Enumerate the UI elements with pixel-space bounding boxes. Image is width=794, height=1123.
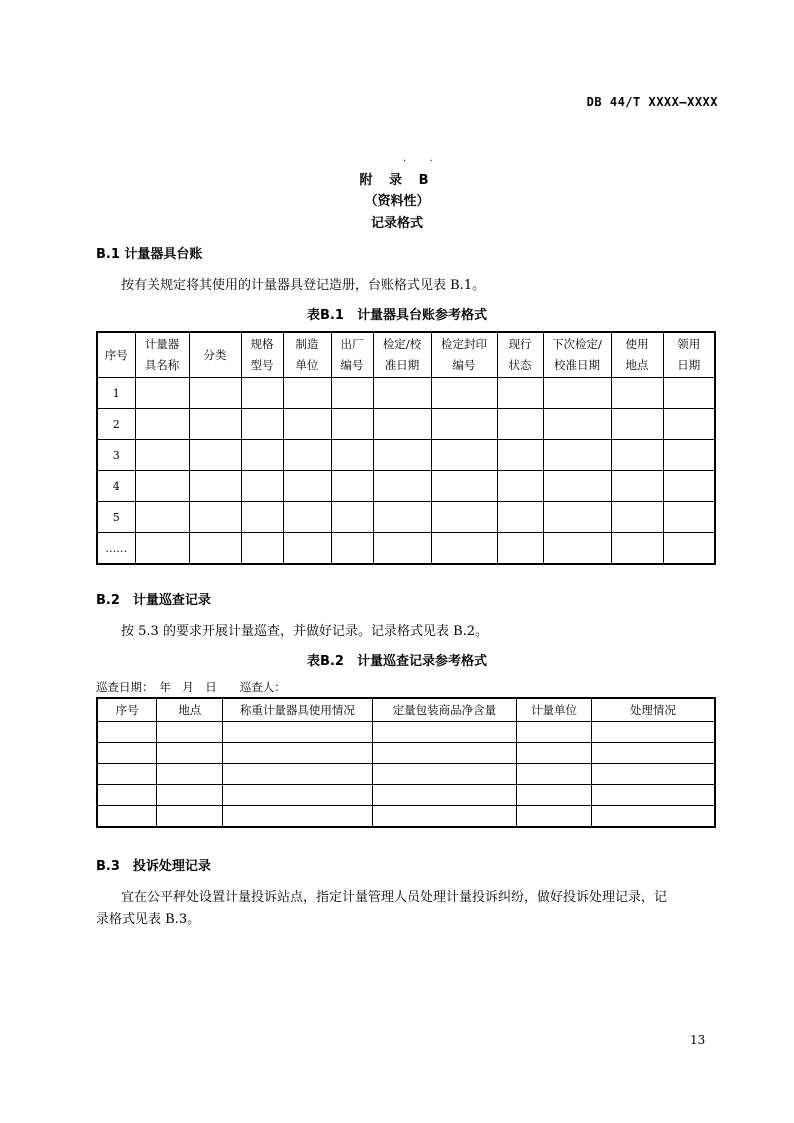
table-cell: [431, 502, 497, 533]
table-b1-header-text: 下次检定/: [552, 337, 602, 351]
row-index-cell: ……: [97, 533, 135, 565]
table-cell: [135, 471, 189, 502]
table-cell: [591, 785, 715, 806]
table-b1-header-cell: [283, 332, 331, 378]
table-b1-header-text: 编号: [340, 358, 364, 372]
table-cell: [97, 764, 157, 785]
table-b2: [96, 697, 716, 828]
table-cell: [241, 409, 283, 440]
table-b1-header-text: 分类: [203, 347, 227, 362]
table-cell: [157, 764, 223, 785]
table-b2-caption: 表B.2 计量巡查记录参考格式: [307, 654, 487, 669]
table-b1-header-text: 地点: [625, 358, 649, 372]
table-cell: [97, 785, 157, 806]
table-row: [97, 533, 715, 565]
table-cell: [591, 806, 715, 828]
table-row: [97, 409, 715, 440]
section-b3-paragraph-line2: 录格式见表 B.3。: [96, 912, 201, 927]
table-cell: [431, 409, 497, 440]
table-cell: [223, 806, 372, 828]
table-cell: [189, 409, 241, 440]
table-cell: [135, 378, 189, 409]
table-cell: [331, 502, 373, 533]
row-index-cell: 4: [97, 471, 135, 502]
table-cell: [241, 533, 283, 565]
table-cell: [97, 806, 157, 828]
table-cell: [135, 502, 189, 533]
table-cell: [372, 722, 517, 743]
table-b2-header-row: [97, 698, 715, 722]
table-row: [97, 785, 715, 806]
row-index-cell: 1: [97, 378, 135, 409]
table-b1-header-cell: [331, 332, 373, 378]
table-row: [97, 806, 715, 828]
table-cell: [517, 722, 592, 743]
table-cell: [223, 722, 372, 743]
table-b1-header-cell: [431, 332, 497, 378]
table-cell: [283, 409, 331, 440]
table-b1-header-text: 准日期: [384, 358, 420, 372]
table-b1-header-text: 序号: [104, 347, 128, 362]
table-b1-header-cell: [497, 332, 543, 378]
table-cell: [157, 785, 223, 806]
table-cell: [373, 533, 431, 565]
table-b2-header-cell: 序号: [97, 698, 157, 722]
table-cell: [517, 743, 592, 764]
table-b1-header-text: 日期: [677, 358, 701, 372]
table-row: [97, 440, 715, 471]
page-number: 13: [690, 1033, 706, 1047]
decorative-dots: . .: [403, 153, 443, 164]
table-b2-header-cell: 处理情况: [591, 698, 715, 722]
table-cell: [283, 378, 331, 409]
table-b2-header-cell: 计量单位: [517, 698, 592, 722]
table-cell: [373, 409, 431, 440]
table-cell: [431, 378, 497, 409]
table-cell: [663, 409, 715, 440]
table-b1-header-text: 具名称: [144, 358, 180, 372]
appendix-nature: （资料性）: [364, 194, 430, 209]
table-cell: [223, 785, 372, 806]
table-cell: [611, 502, 663, 533]
table-cell: [497, 440, 543, 471]
table-cell: [591, 743, 715, 764]
table-b1-header-text: 制造: [295, 337, 319, 351]
table-b1-header-cell: [135, 332, 189, 378]
table-cell: [223, 764, 372, 785]
table-b2-header-cell: 称重计量器具使用情况: [223, 698, 372, 722]
table-cell: [241, 440, 283, 471]
table-cell: [135, 440, 189, 471]
table-b1-header-cell: [373, 332, 431, 378]
table-b1-header-cell: [241, 332, 283, 378]
table-cell: [157, 722, 223, 743]
table-b1-header-cell: [189, 332, 241, 378]
table-b1-header-text: 型号: [250, 358, 274, 372]
table-b1-header-text: 校准日期: [554, 358, 600, 372]
table-cell: [543, 502, 611, 533]
table-cell: [543, 378, 611, 409]
table-cell: [611, 440, 663, 471]
table-cell: [431, 471, 497, 502]
table-cell: [517, 785, 592, 806]
table-cell: [543, 440, 611, 471]
table-cell: [591, 722, 715, 743]
row-index-cell: 5: [97, 502, 135, 533]
table-cell: [372, 785, 517, 806]
table-cell: [543, 533, 611, 565]
table-b1-header-text: 领用: [677, 337, 701, 351]
table-cell: [189, 440, 241, 471]
table-cell: [372, 806, 517, 828]
table-cell: [372, 764, 517, 785]
table-cell: [663, 378, 715, 409]
table-cell: [189, 502, 241, 533]
table-cell: [241, 502, 283, 533]
table-cell: [663, 533, 715, 565]
table-cell: [517, 764, 592, 785]
table-cell: [157, 743, 223, 764]
table-cell: [497, 533, 543, 565]
table-cell: [157, 806, 223, 828]
section-b3-heading: B.3 投诉处理记录: [96, 859, 211, 874]
table-row: [97, 378, 715, 409]
table-row: [97, 722, 715, 743]
table-cell: [373, 440, 431, 471]
table-cell: [331, 471, 373, 502]
appendix-title: 附 录 B: [359, 173, 435, 188]
table-cell: [611, 409, 663, 440]
table-b1-header-cell: [663, 332, 715, 378]
table-b1-header-cell: [543, 332, 611, 378]
table-cell: [663, 471, 715, 502]
table-cell: [611, 533, 663, 565]
appendix-subtitle: 记录格式: [370, 216, 423, 231]
table-b2-header-cell: 地点: [157, 698, 223, 722]
table-cell: [331, 378, 373, 409]
table-b1-header-text: 规格: [250, 337, 274, 351]
table-b1-header-text: 计量器: [144, 337, 180, 351]
table-b1-header-text: 使用: [625, 337, 649, 351]
row-index-cell: 3: [97, 440, 135, 471]
section-b3-paragraph-line1: 宜在公平秤处设置计量投诉站点，指定计量管理人员处理计量投诉纠纷，做好投诉处理记录，记: [121, 890, 668, 905]
table-cell: [611, 471, 663, 502]
table-cell: [373, 378, 431, 409]
table-row: [97, 764, 715, 785]
table-cell: [497, 471, 543, 502]
table-cell: [591, 764, 715, 785]
table-b1-header-row: [97, 332, 715, 378]
table-cell: [543, 471, 611, 502]
table-cell: [135, 533, 189, 565]
table-b1-header-text: 检定封印: [441, 337, 487, 351]
table-cell: [283, 471, 331, 502]
table-cell: [497, 409, 543, 440]
table-cell: [663, 502, 715, 533]
table-b1-header-cell: [611, 332, 663, 378]
section-b1-paragraph: 按有关规定将其使用的计量器具登记造册，台账格式见表 B.1。: [121, 278, 486, 293]
table-cell: [241, 471, 283, 502]
table-cell: [331, 440, 373, 471]
table-b2-header-cell: 定量包装商品净含量: [372, 698, 517, 722]
document-code: DB 44/T XXXX—XXXX: [586, 95, 718, 109]
table-cell: [663, 440, 715, 471]
table-cell: [223, 743, 372, 764]
table-cell: [497, 378, 543, 409]
table-cell: [135, 409, 189, 440]
table-cell: [97, 722, 157, 743]
inspection-meta: 巡查日期： 年 月 日 巡查人：: [96, 680, 286, 694]
table-cell: [189, 471, 241, 502]
table-b1-header-text: 状态: [508, 358, 532, 372]
table-cell: [331, 409, 373, 440]
table-cell: [372, 743, 517, 764]
table-b1-header-text: 单位: [295, 358, 319, 372]
table-row: [97, 743, 715, 764]
row-index-cell: 2: [97, 409, 135, 440]
table-row: [97, 502, 715, 533]
table-cell: [373, 471, 431, 502]
table-cell: [283, 440, 331, 471]
table-cell: [543, 409, 611, 440]
table-cell: [431, 533, 497, 565]
table-cell: [283, 533, 331, 565]
section-b2-heading: B.2 计量巡查记录: [96, 593, 211, 608]
table-b1: [96, 331, 716, 565]
table-b1-header-text: 出厂: [340, 337, 364, 351]
table-cell: [283, 502, 331, 533]
table-cell: [373, 502, 431, 533]
table-cell: [517, 806, 592, 828]
table-cell: [431, 440, 497, 471]
section-b2-paragraph: 按 5.3 的要求开展计量巡查，并做好记录。记录格式见表 B.2。: [121, 624, 489, 639]
table-cell: [611, 378, 663, 409]
table-cell: [497, 502, 543, 533]
table-b1-header-text: 编号: [452, 358, 476, 372]
table-cell: [331, 533, 373, 565]
table-cell: [241, 378, 283, 409]
table-b1-header-text: 检定/校: [382, 337, 422, 351]
table-cell: [189, 378, 241, 409]
table-cell: [189, 533, 241, 565]
table-b1-header-cell: [97, 332, 135, 378]
table-cell: [97, 743, 157, 764]
table-row: [97, 471, 715, 502]
table-b1-caption: 表B.1 计量器具台账参考格式: [307, 308, 487, 323]
table-b1-header-text: 现行: [508, 337, 532, 351]
section-b1-heading: B.1 计量器具台账: [96, 247, 203, 262]
